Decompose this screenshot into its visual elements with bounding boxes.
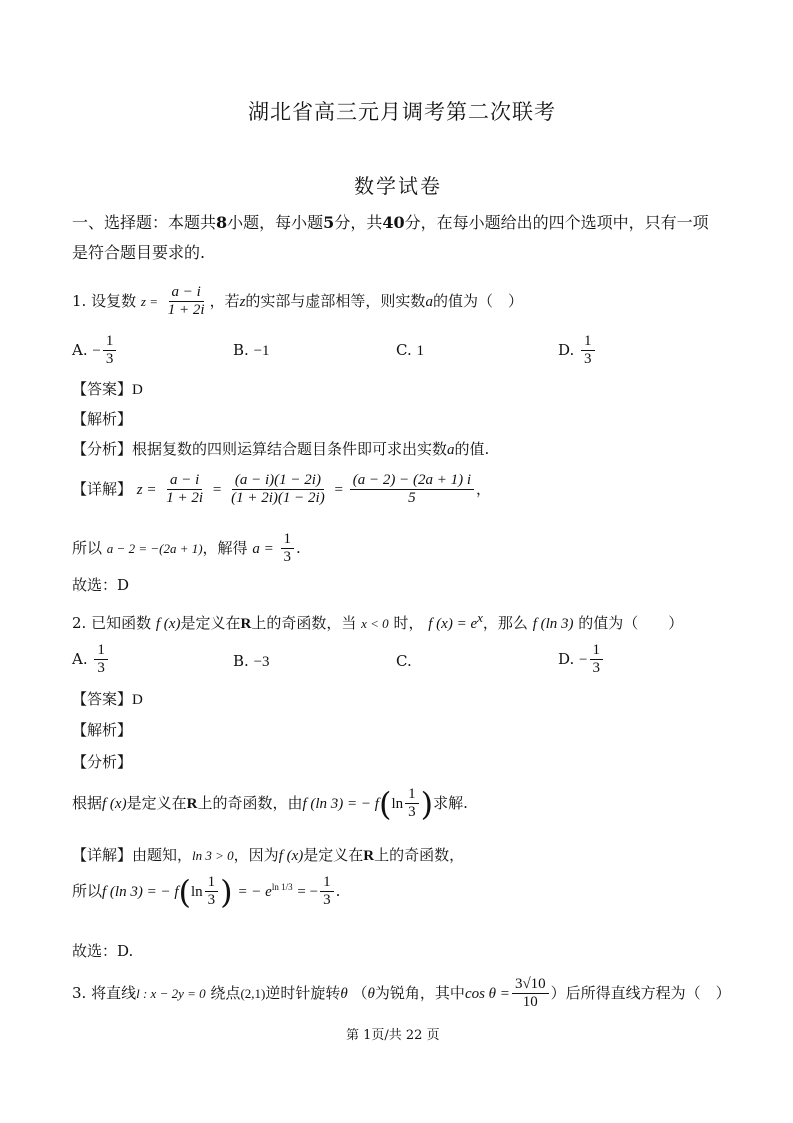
q1-detail-frac3 <box>350 472 474 508</box>
q2-basis: 根据f (x)是定义在R上的奇函数，由f (ln 3) = − f(ln $\frac{1}{3}$ )求解. <box>72 784 468 823</box>
q2-basis-end: 求解. <box>433 793 468 812</box>
q1-opt-c-val: 1 <box>416 343 424 359</box>
q2-conclusion: 故选：D. <box>72 942 134 960</box>
q2-text3: 时， <box>393 614 424 632</box>
q2-basis-eq: f (ln 3) = − f <box>302 795 379 812</box>
intro-per: 5 <box>323 213 335 232</box>
q1-frac-den: 1 + 2i <box>167 302 205 319</box>
q1-option-a <box>72 333 118 369</box>
q1-detail-frac1 <box>163 472 206 508</box>
q2-so-num: 1 <box>205 874 219 892</box>
q1-conclusion: 故选：D <box>72 576 130 594</box>
q3-text1: 绕点 <box>210 983 241 1002</box>
q2-opt-d-frac <box>590 642 604 678</box>
q3-cos-den: 10 <box>522 994 538 1011</box>
q2-basis-den: 3 <box>408 804 416 821</box>
q2-opt-a-den: 3 <box>97 660 105 677</box>
q2-so-line: 所以f (ln 3) = − f(ln $\frac{1}{3}$ ) = − $e^{ln 1/3}$ = − $\frac{1}{3}$ . <box>72 872 341 911</box>
q2-basis-frac <box>405 786 419 822</box>
q2-so-eq1: f (ln 3) = − f <box>102 883 179 900</box>
q1-solve-den: 3 <box>283 549 291 566</box>
q2-basis-text3: 上的奇函数，由 <box>197 793 303 812</box>
q2-text2: 上的奇函数，当 <box>251 614 357 632</box>
q2-so-den: 3 <box>207 892 216 909</box>
q2-detail-R: R <box>363 848 375 864</box>
q1-fenxi-text: 根据复数的四则运算结合题目条件即可求出实数 <box>132 440 448 458</box>
q3-text4: 为锐角，其中 <box>374 983 465 1002</box>
q1-detail-f3-den: 5 <box>408 490 416 507</box>
intro-a: 一、选择题：本题共 <box>72 213 217 232</box>
q2-basis-num: 1 <box>405 786 419 804</box>
q1-answer-value: D <box>132 382 143 398</box>
q2-so-sup: ln 1/3 <box>271 881 293 892</box>
q1-fenxi-a: a <box>447 442 455 458</box>
q2-answer-value: D <box>132 692 143 708</box>
q2-opt-d-label: D. <box>558 649 575 668</box>
q1-so-text: 所以 <box>72 538 103 557</box>
q1-detail-f1-den: 1 + 2i <box>166 490 204 507</box>
q1-opt-d-den: 3 <box>584 351 592 368</box>
q1-fraction <box>165 284 208 320</box>
q2-opt-d-den: 3 <box>592 660 601 677</box>
q3-theta2: θ <box>367 985 375 1002</box>
q2-basis-text2: 是定义在 <box>126 793 187 812</box>
q2-detail-text1: 由题知， <box>132 846 193 864</box>
q1-z: z <box>239 293 246 310</box>
page-title: 湖北省高三元月调考第二次联考 <box>248 100 556 124</box>
q1-detail-frac2 <box>228 472 328 508</box>
q2-so-eq2: = − e <box>237 883 272 900</box>
q1-frac-num: a − i <box>169 284 204 302</box>
q1-opt-a-num: 1 <box>103 333 117 351</box>
q1-detail-f2-num: (a − i)(1 − 2i) <box>232 472 324 490</box>
q1-opt-d-num: 1 <box>581 333 595 351</box>
q3-text5: ）后所得直线方程为（ ） <box>550 983 731 1002</box>
intro-total: 40 <box>382 213 405 232</box>
q1-opt-a-den: 3 <box>105 351 114 368</box>
q2-detail <box>72 844 464 865</box>
q1-solve-num: 1 <box>281 531 295 549</box>
q1-number: 1. <box>72 291 87 310</box>
q1-option-c <box>396 341 424 360</box>
q2-lead: 已知函数 <box>91 614 152 632</box>
q1-option-d <box>558 333 597 369</box>
q3-point: (2,1) <box>240 985 266 1001</box>
q1-solve-a: a = <box>252 540 274 557</box>
q2-so-frac <box>205 874 219 910</box>
q1-so-eq: a − 2 = −(2a + 1) <box>106 540 203 556</box>
q2-opt-c-label: C. <box>396 652 412 670</box>
subject-title: 数学试卷 <box>354 174 442 198</box>
q2-text4: ，那么 <box>482 614 528 632</box>
q1-detail-f3-num: (a − 2) − (2a + 1) i <box>350 472 474 490</box>
q1-fenxi-tag: 【分析】 <box>72 440 133 458</box>
q1-opt-a-sign: − <box>92 342 101 359</box>
q1-fenxi <box>72 438 489 459</box>
q1-solve-text: ，解得 <box>202 538 248 557</box>
q1-opt-a-label: A. <box>72 340 88 359</box>
q1-lead: 设复数 <box>91 291 137 310</box>
q1-z-label: z = <box>140 293 158 309</box>
section-intro-line2: 是符合题目要求的. <box>72 243 206 262</box>
q3-text2: 逆时针旋转 <box>265 983 341 1002</box>
intro-b: 小题，每小题 <box>227 213 324 232</box>
q3-cos: cos θ = <box>464 985 510 1002</box>
q2-text5: 的值为（ ） <box>578 614 684 632</box>
q2-detail-text3: 是定义在 <box>303 846 364 864</box>
intro-count: 8 <box>216 213 228 232</box>
q2-detail-tag: 【详解】 <box>72 846 133 864</box>
q2-option-b <box>233 652 270 671</box>
q1-fenxi-end: 的值. <box>454 440 490 458</box>
q2-number: 2. <box>72 614 87 632</box>
q1-detail-f2-den: (1 + 2i)(1 − 2i) <box>231 490 325 507</box>
q3-number: 3. <box>72 983 87 1002</box>
q2-basis-R: R <box>186 795 198 812</box>
q2-so-num2: 1 <box>320 874 334 892</box>
q3-cos-num: 3√10 <box>512 976 549 994</box>
q1-opt-c-label: C. <box>396 341 412 359</box>
q1-text3: 的值为（ ） <box>432 291 523 310</box>
q2-answer <box>72 688 143 709</box>
q3-cos-frac <box>512 976 549 1012</box>
q1-detail: 【详解】 z = $\frac{a - i}{1 + 2i}$ = $\frac{(a - i)(1 - 2i)}{(1 + 2i)(1 - 2i)}$ = $\frac{(a - 2) - (2a + 1) i}{5}$ ， <box>72 472 491 507</box>
q2-opt-d-sign: − <box>579 651 588 668</box>
q2-analysis-tag: 【解析】 <box>72 721 133 739</box>
q1-detail-z: z = <box>136 481 157 498</box>
q1-stem <box>72 284 523 320</box>
q2-so-eq3: = − <box>297 883 319 900</box>
intro-d: 分，在每小题给出的四个选项中，只有一项 <box>404 213 709 232</box>
q2-opt-b-val: −3 <box>253 654 270 670</box>
q2-opt-a-frac <box>94 642 108 678</box>
q2-so-ln: ln <box>191 883 203 900</box>
page-footer: 第 1页/共 22 页 <box>346 1028 440 1043</box>
q2-fx: f (x) <box>155 616 181 632</box>
q1-a: a <box>425 293 433 310</box>
q1-solve-frac <box>281 531 295 567</box>
q1-opt-d-label: D. <box>558 340 575 359</box>
q1-answer-tag: 【答案】 <box>72 380 133 398</box>
q2-option-c <box>396 652 412 670</box>
q2-answer-tag: 【答案】 <box>72 690 133 708</box>
q1-opt-b-val: −1 <box>253 343 270 359</box>
q2-so-frac2 <box>320 874 334 910</box>
q2-option-d <box>558 642 605 678</box>
q2-text1: 是定义在 <box>180 614 241 632</box>
q1-opt-b-label: B. <box>233 341 249 359</box>
q1-so-line: 所以 a − 2 = −(2a + 1)，解得 a = $\frac{1}{3}$ . <box>72 531 301 566</box>
q2-R: R <box>240 616 252 632</box>
q2-opt-a-num: 1 <box>94 642 108 660</box>
q2-fln3: f (ln 3) <box>532 616 574 632</box>
section-intro <box>72 210 709 233</box>
q1-answer <box>72 378 143 399</box>
q1-option-b <box>233 341 270 360</box>
q3-stem <box>72 976 731 1012</box>
q1-text1: ，若 <box>209 291 240 310</box>
q3-text3: （ <box>352 983 368 1002</box>
q2-stem <box>72 610 683 633</box>
q2-opt-b-label: B. <box>233 652 249 670</box>
q3-line: l : x − 2y = 0 <box>136 985 206 1001</box>
intro-c: 分，共 <box>334 213 383 232</box>
q2-detail-text4: 上的奇函数， <box>374 846 465 864</box>
q2-option-a <box>72 642 110 678</box>
q1-detail-tag: 【详解】 <box>72 479 133 498</box>
q2-fdef: f (x) = e <box>428 616 478 632</box>
q2-basis-ln: ln <box>391 795 404 812</box>
q3-theta: θ <box>340 985 348 1002</box>
q2-detail-fx: f (x) <box>278 848 304 864</box>
q3-lead: 将直线 <box>91 983 137 1002</box>
q1-analysis-tag: 【解析】 <box>72 410 133 428</box>
q2-fdef-sup: x <box>477 610 483 625</box>
q2-detail-text2: ，因为 <box>233 846 279 864</box>
q1-detail-f1-num: a − i <box>167 472 202 490</box>
q2-opt-a-label: A. <box>72 649 88 668</box>
q2-so-den2: 3 <box>323 892 331 909</box>
q2-so-text: 所以 <box>72 881 103 900</box>
q1-opt-a-frac <box>103 333 117 369</box>
q2-opt-d-num: 1 <box>590 642 604 660</box>
q2-detail-cond: ln 3 > 0 <box>192 848 234 863</box>
q2-basis-fx: f (x) <box>102 795 127 812</box>
q2-basis-text1: 根据 <box>72 793 103 812</box>
q2-cond: x < 0 <box>361 616 389 631</box>
q2-fenxi-tag: 【分析】 <box>72 753 133 771</box>
q1-opt-d-frac <box>581 333 595 369</box>
q1-text2: 的实部与虚部相等，则实数 <box>245 291 426 310</box>
